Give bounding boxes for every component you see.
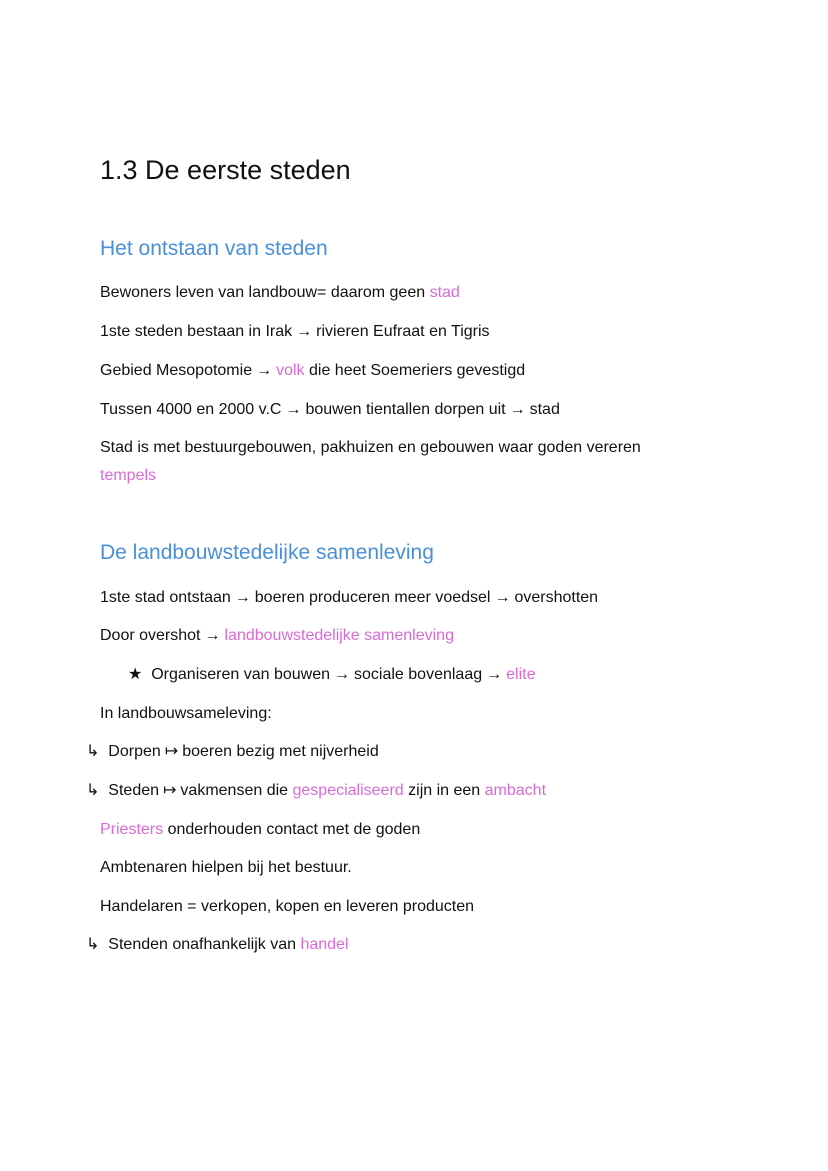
text-line [100,283,460,303]
highlight-term: gespecialiseerd [292,782,404,799]
text-line [100,322,490,342]
line-text: die heet Soemeriers gevestigd [309,362,526,379]
line-text: bouwen tientallen dorpen uit [305,401,506,418]
highlight-term: Priesters [100,821,164,838]
arrow-icon: → [486,666,503,683]
highlight-term: handel [300,936,349,953]
return-arrow-icon: ↳ [86,936,100,953]
return-arrow-icon: ↳ [86,782,100,799]
line-text: sociale bovenlaag [354,666,483,683]
bullet-item [128,665,535,685]
line-text: boeren produceren meer voedsel [254,589,491,606]
arrow-icon: → [234,589,251,606]
text-line: In landbouwsameleving: [100,705,272,722]
line-text: Bewoners leven van landbouw= daarom geen [100,284,426,301]
line-text: rivieren Eufraat en Tigris [316,323,490,340]
maps-to-arrow-icon: ↦ [163,782,177,799]
arrow-icon: → [256,362,273,379]
sub-item [86,781,546,801]
line-text: 1ste stad ontstaan [100,589,231,606]
text-line: Ambtenaren hielpen bij het bestuur. [100,859,352,876]
arrow-icon: → [509,401,526,418]
line-text: Tussen 4000 en 2000 v.C [100,401,282,418]
arrow-icon: → [285,401,302,418]
arrow-icon: → [494,589,511,606]
highlight-term: volk [276,362,305,379]
line-text: onderhouden contact met de goden [167,821,421,838]
highlight-term: ambacht [484,782,547,799]
highlight-term: stad [429,284,460,301]
line-text: Gebied Mesopotomie [100,362,253,379]
section-heading-landbouwstedelijk: De landbouwstedelijke samenleving [100,541,434,564]
text-line [100,400,560,420]
line-text: overshotten [514,589,599,606]
line-text: vakmensen die [180,782,289,799]
text-line [100,626,454,646]
line-text: stad [529,401,560,418]
highlight-term: elite [506,666,536,683]
line-text: Stenden onafhankelijk van [108,936,296,953]
line-text: Organiseren van bouwen [151,666,331,683]
arrow-icon: → [334,666,351,683]
arrow-icon: → [296,323,313,340]
sub-item [86,742,379,762]
highlight-term: tempels [100,467,157,484]
highlight-term: landbouwstedelijke samenleving [224,627,454,644]
line-text: zijn in een [408,782,481,799]
star-icon: ★ [128,666,143,683]
return-arrow-icon: ↳ [86,743,100,760]
line-text: boeren bezig met nijverheid [182,743,379,760]
arrow-icon: → [204,627,221,644]
maps-to-arrow-icon: ↦ [164,743,179,760]
line-text: Dorpen [108,743,161,760]
page-title: 1.3 De eerste steden [100,155,351,185]
text-paragraph [100,434,700,490]
line-text: 1ste steden bestaan in Irak [100,323,293,340]
sub-item [86,935,349,955]
line-text: Door overshot [100,627,201,644]
section-heading-ontstaan: Het ontstaan van steden [100,237,328,260]
text-line [100,588,598,608]
text-line [100,820,420,840]
line-text: Steden [108,782,160,799]
line-text: Stad is met bestuurgebouwen, pakhuizen en gebouwen waar goden vereren [100,439,641,456]
text-line [100,361,525,381]
text-line: Handelaren = verkopen, kopen en leveren producten [100,898,475,915]
